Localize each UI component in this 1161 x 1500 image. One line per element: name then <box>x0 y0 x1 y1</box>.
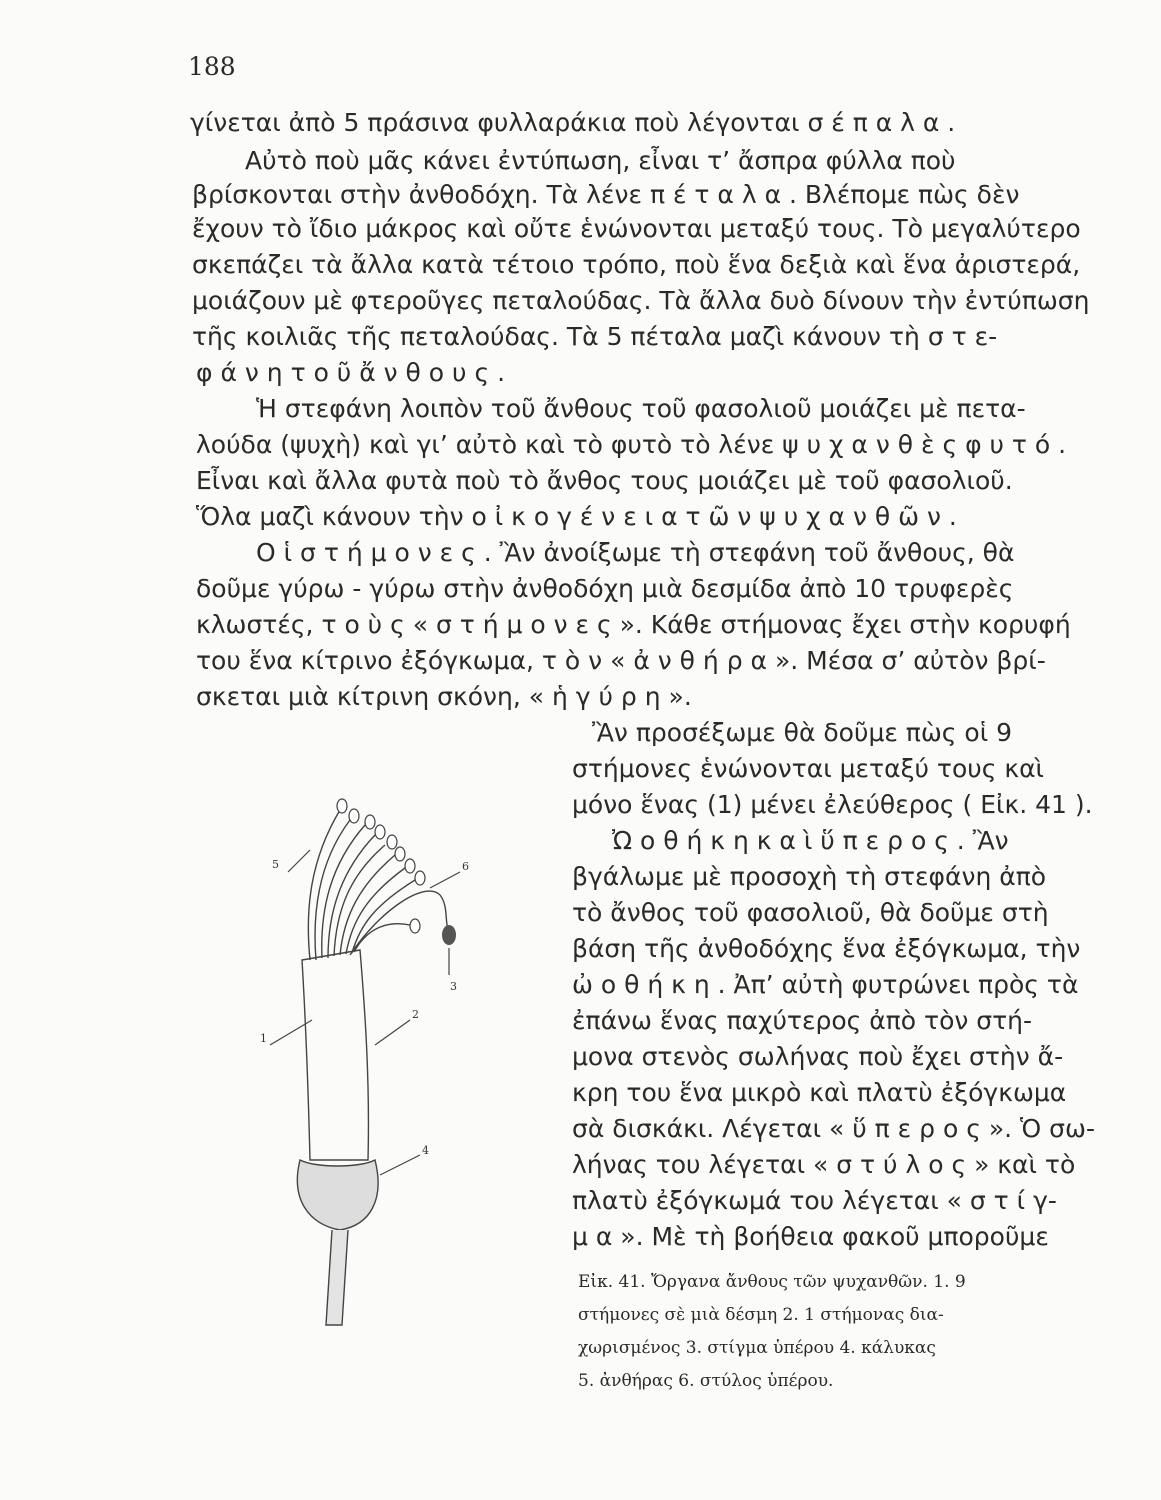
figure-label: 1 <box>260 1032 267 1045</box>
text-line: ὠ ο θ ή κ η . Ἀπ’ αὐτὴ φυτρώνει πρὸς τὰ <box>572 970 1079 999</box>
figure-caption-line: στήμονες σὲ μιὰ δέσμη 2. 1 στήμονας δια- <box>578 1305 944 1325</box>
figure-label: 6 <box>462 860 469 873</box>
text-line: στήμονες ἑνώνονται μεταξύ τους καὶ <box>572 754 1045 783</box>
figure-caption-line: 5. ἀνθήρας 6. στύλος ὑπέρου. <box>578 1371 834 1391</box>
text-line: λούδα (ψυχὴ) καὶ γι’ αὐτὸ καὶ τὸ φυτὸ τὸ λένε ψ υ χ α ν θ ὲ ς φ υ τ ό . <box>196 430 1067 459</box>
text-line: Αὐτὸ ποὺ μᾶς κάνει ἐντύπωση, εἶναι τ’ ἄσπρα φύλλα ποὺ <box>245 146 956 175</box>
text-line: μονα στενὸς σωλήνας ποὺ ἔχει στὴν ἄ- <box>572 1042 1064 1071</box>
figure-label: 2 <box>412 1008 419 1021</box>
text-line: μόνο ἕνας (1) μένει ἐλεύθερος ( Εἰκ. 41 ). <box>572 790 1093 819</box>
text-line: μ α ». Μὲ τὴ βοήθεια φακοῦ μποροῦμε <box>572 1222 1049 1251</box>
text-line: δοῦμε γύρω - γύρω στὴν ἀνθοδόχη μιὰ δεσμίδα ἀπὸ 10 τρυφερὲς <box>196 574 1014 603</box>
text-line: Ἡ στεφάνη λοιπὸν τοῦ ἄνθους τοῦ φασολιοῦ μοιάζει μὲ πετα- <box>256 394 1026 423</box>
text-line: βρίσκονται στὴν ἀνθοδόχη. Τὰ λένε π έ τ α λ α . Βλέπομε πὼς δὲν <box>192 180 1020 209</box>
text-line: σὰ δισκάκι. Λέγεται « ὕ π ε ρ ο ς ». Ὁ σω- <box>572 1114 1095 1143</box>
text-line: Ὅλα μαζὶ κάνουν τὴν ο ἰ κ ο γ έ ν ε ι α τ ῶ ν ψ υ χ α ν θ ῶ ν . <box>196 502 957 531</box>
text-line: φ ά ν η τ ο ῦ ἄ ν θ ο υ ς . <box>196 358 506 387</box>
figure-caption-line: Εἰκ. 41. Ὄργανα ἄνθους τῶν ψυχανθῶν. 1. 9 <box>578 1272 966 1292</box>
text-line: μοιάζουν μὲ φτεροῦγες πεταλούδας. Τὰ ἄλλα δυὸ δίνουν τὴν ἐντύπωση <box>192 286 1090 315</box>
page-number: 188 <box>188 52 236 81</box>
text-line: σκεπάζει τὰ ἄλλα κατὰ τέτοιο τρόπο, ποὺ ἕνα δεξιὰ καὶ ἕνα ἀριστερά, <box>192 250 1081 279</box>
section-heading-line: Ὠ ο θ ή κ η κ α ὶ ὕ π ε ρ ο ς . Ἂν <box>612 826 1009 855</box>
flower-organs-illustration <box>250 780 480 1330</box>
text-line: Ἂν προσέξωμε θὰ δοῦμε πὼς οἱ 9 <box>592 718 1013 747</box>
text-line: σκεται μιὰ κίτρινη σκόνη, « ἡ γ ύ ρ η ». <box>196 682 692 711</box>
text-line: πλατὺ ἐξόγκωμά του λέγεται « σ τ ί γ- <box>572 1186 1057 1215</box>
text-line: βγάλωμε μὲ προσοχὴ τὴ στεφάνη ἀπὸ <box>572 862 1047 891</box>
text-line: κρη του ἕνα μικρὸ καὶ πλατὺ ἐξόγκωμα <box>572 1078 1067 1107</box>
text-line: ἐπάνω ἕνας παχύτερος ἀπὸ τὸν στή- <box>572 1006 1033 1035</box>
text-line: βάση τῆς ἀνθοδόχης ἕνα ἐξόγκωμα, τὴν <box>572 934 1081 963</box>
text-line: λήνας του λέγεται « σ τ ύ λ ο ς » καὶ τὸ <box>572 1150 1076 1179</box>
text-line: του ἕνα κίτρινο ἐξόγκωμα, τ ὸ ν « ἀ ν θ ή ρ α ». Μέσα σ’ αὐτὸν βρί- <box>196 646 1046 675</box>
text-line: τῆς κοιλιᾶς τῆς πεταλούδας. Τὰ 5 πέταλα μαζὶ κάνουν τὴ σ τ ε- <box>192 322 998 351</box>
text-line: ἔχουν τὸ ἴδιο μάκρος καὶ οὔτε ἑνώνονται μεταξύ τους. Τὸ μεγαλύτερο <box>192 214 1081 243</box>
text-line: γίνεται ἀπὸ 5 πράσινα φυλλαράκια ποὺ λέγονται σ έ π α λ α . <box>190 108 956 137</box>
figure-label: 5 <box>272 858 279 871</box>
text-line: κλωστές, τ ο ὺ ς « σ τ ή μ ο ν ε ς ». Κάθε στήμονας ἔχει στὴν κορυφή <box>196 610 1071 639</box>
figure-label: 3 <box>450 980 457 993</box>
text-line: τὸ ἄνθος τοῦ φασολιοῦ, θὰ δοῦμε στὴ <box>572 898 1049 927</box>
figure-label: 4 <box>422 1144 429 1157</box>
text-line: Εἶναι καὶ ἄλλα φυτὰ ποὺ τὸ ἄνθος τους μοιάζει μὲ τοῦ φασολιοῦ. <box>196 466 1013 495</box>
figure-caption-line: χωρισμένος 3. στίγμα ὑπέρου 4. κάλυκας <box>578 1338 936 1358</box>
section-heading-line: Ο ἱ σ τ ή μ ο ν ε ς . Ἂν ἀνοίξωμε τὴ στεφάνη τοῦ ἄνθους, θὰ <box>256 538 1015 567</box>
